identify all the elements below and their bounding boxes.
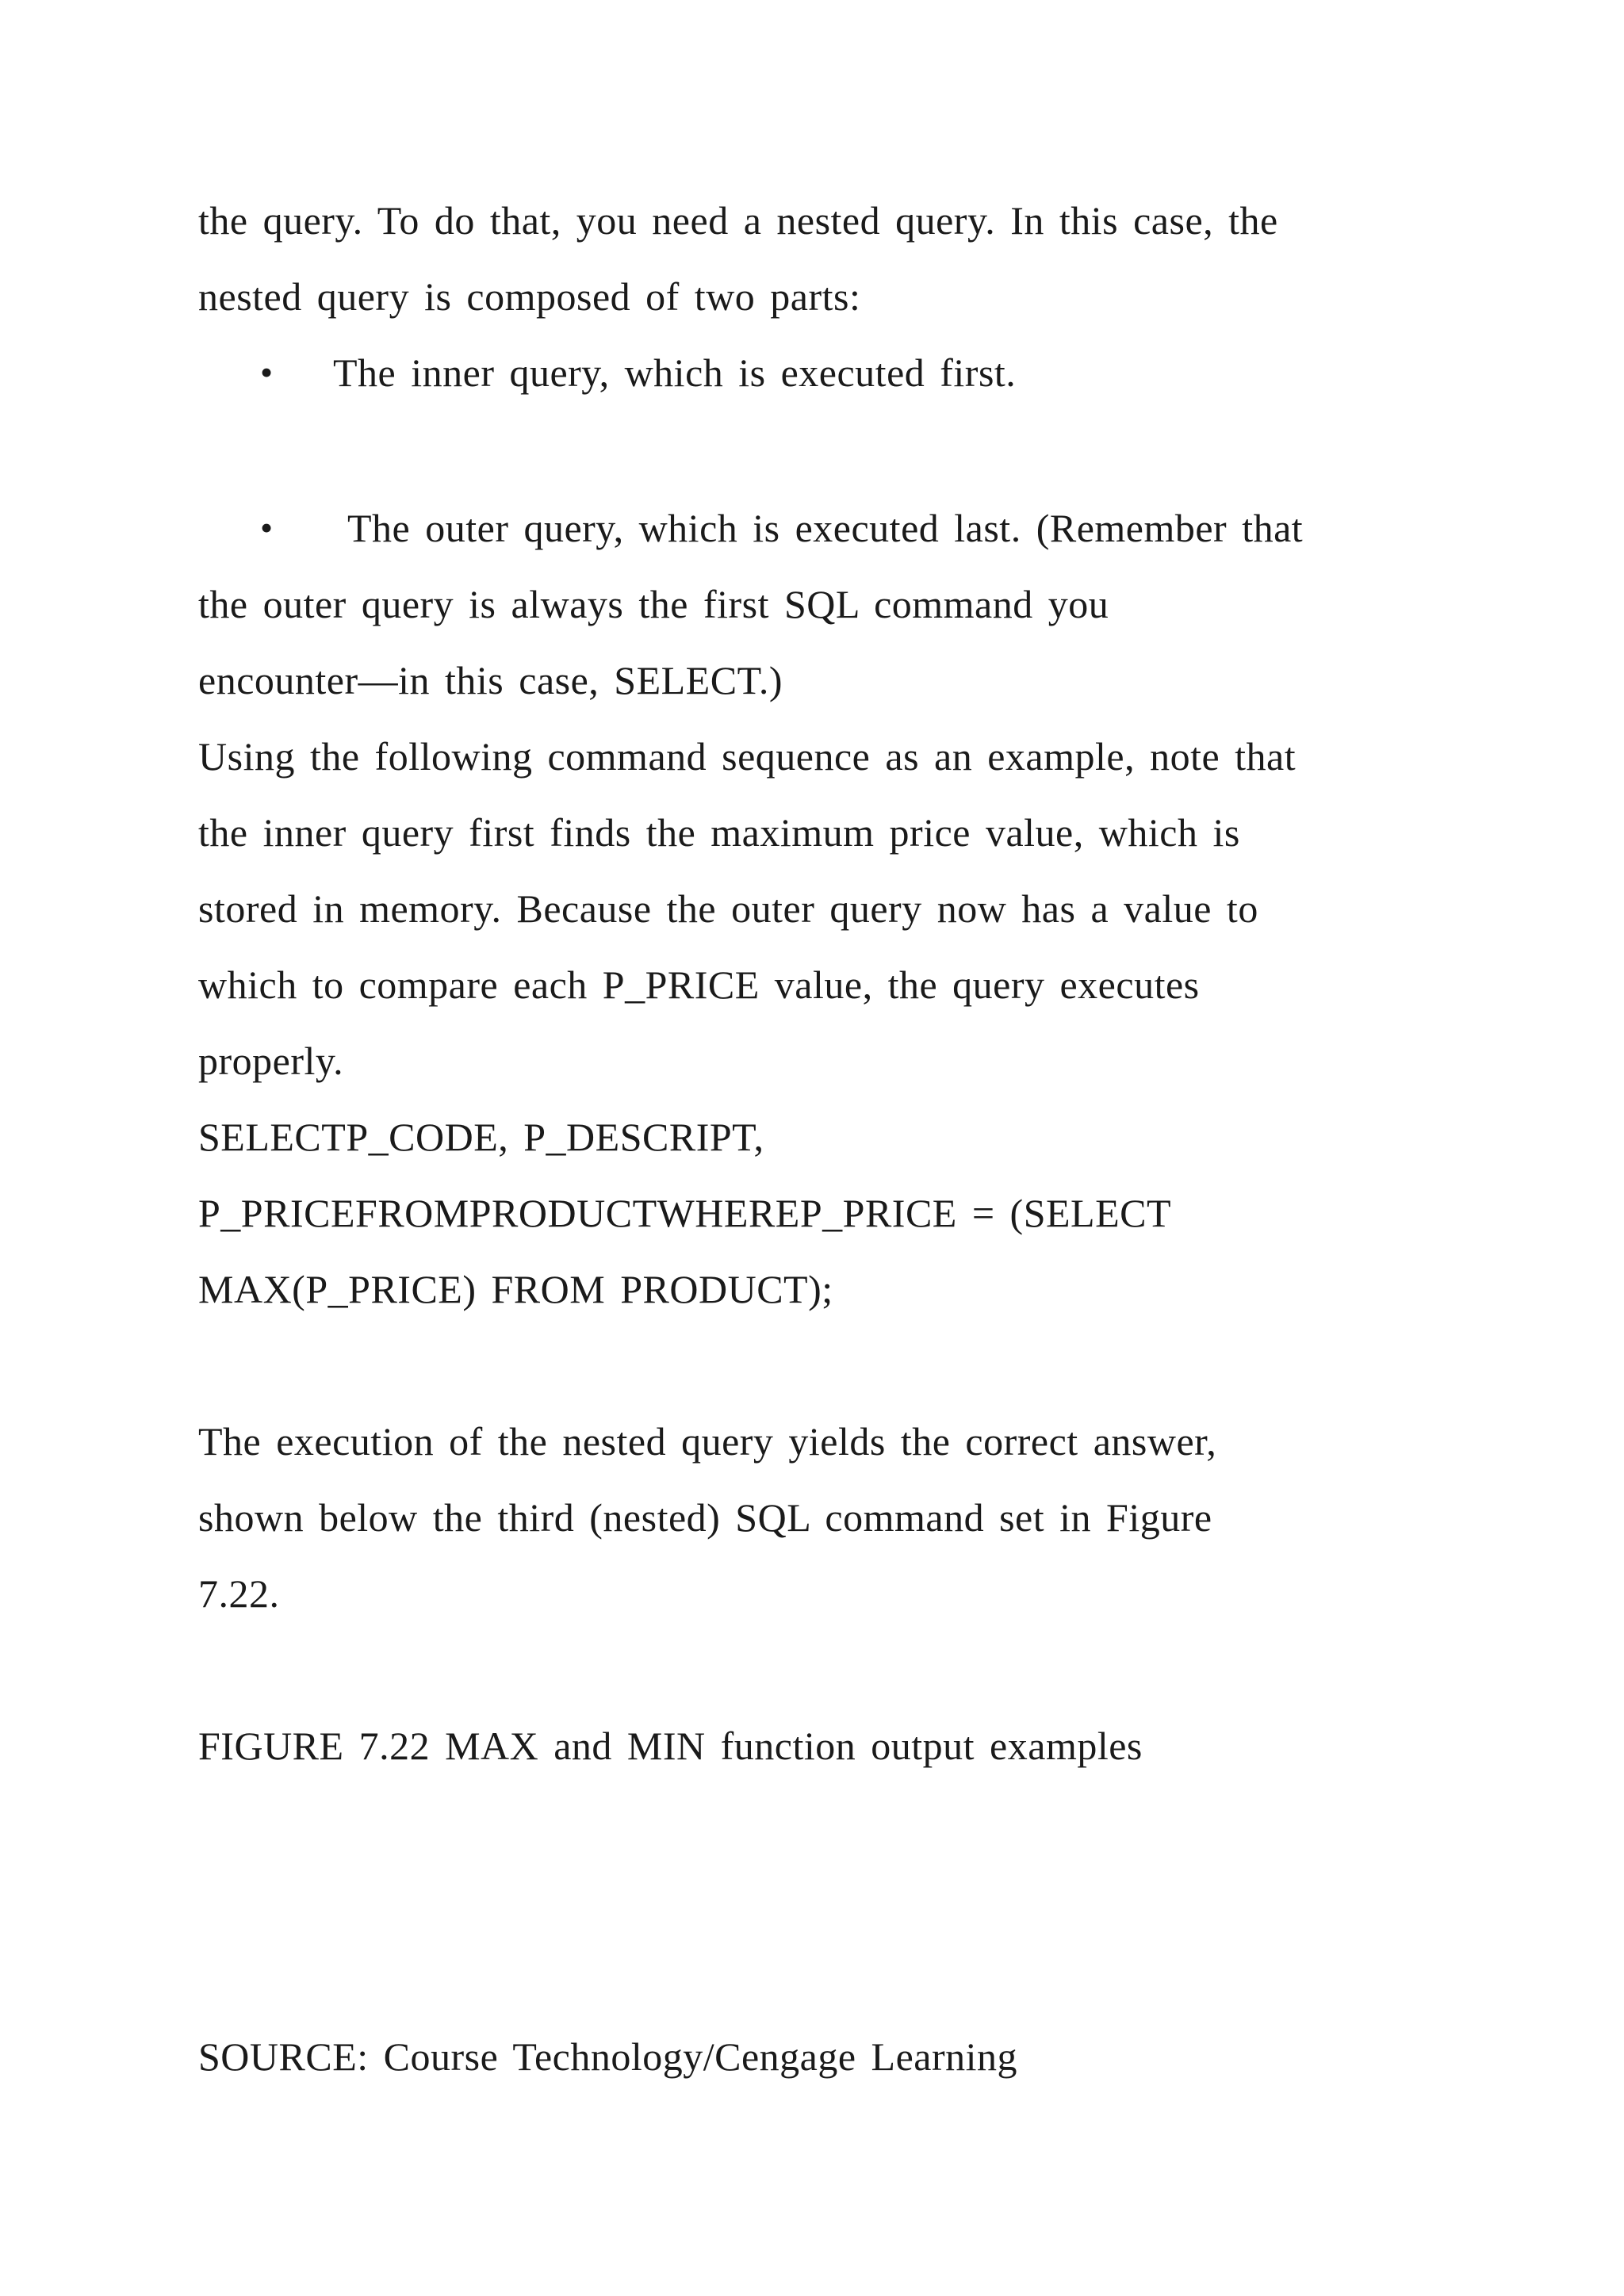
para3-line-2: shown below the third (nested) SQL command set in Figure	[198, 1495, 1212, 1540]
bullet2-continuation-2: encounter—in this case, SELECT.)	[198, 658, 783, 702]
para2-line-2: the inner query first finds the maximum price value, which is	[198, 810, 1240, 855]
bullet2-continuation-1: the outer query is always the first SQL command you	[198, 582, 1109, 626]
source-credit: SOURCE: Course Technology/Cengage Learning	[198, 2034, 1018, 2079]
code-line-2: P_PRICEFROMPRODUCTWHEREP_PRICE = (SELECT	[198, 1191, 1172, 1235]
bullet-text-2: The outer query, which is executed last. (Remember that	[347, 506, 1304, 550]
para3-line-1: The execution of the nested query yields the correct answer,	[198, 1419, 1217, 1464]
bullet-marker-1: •	[260, 352, 274, 392]
para2-line-1: Using the following command sequence as an example, note that	[198, 734, 1297, 779]
code-line-1: SELECTP_CODE, P_DESCRIPT,	[198, 1115, 764, 1159]
figure-caption: FIGURE 7.22 MAX and MIN function output examples	[198, 1724, 1143, 1768]
para2-line-3: stored in memory. Because the outer query now has a value to	[198, 886, 1258, 931]
intro-line-2: nested query is composed of two parts:	[198, 274, 861, 319]
bullet-text-1: The inner query, which is executed first.	[333, 350, 1017, 395]
intro-line-1: the query. To do that, you need a nested query. In this case, the	[198, 198, 1278, 243]
para2-line-5: properly.	[198, 1039, 344, 1083]
para2-line-4: which to compare each P_PRICE value, the query executes	[198, 962, 1200, 1007]
para3-line-3: 7.22.	[198, 1571, 280, 1616]
bullet-marker-2: •	[260, 507, 274, 548]
code-line-3: MAX(P_PRICE) FROM PRODUCT);	[198, 1267, 833, 1311]
